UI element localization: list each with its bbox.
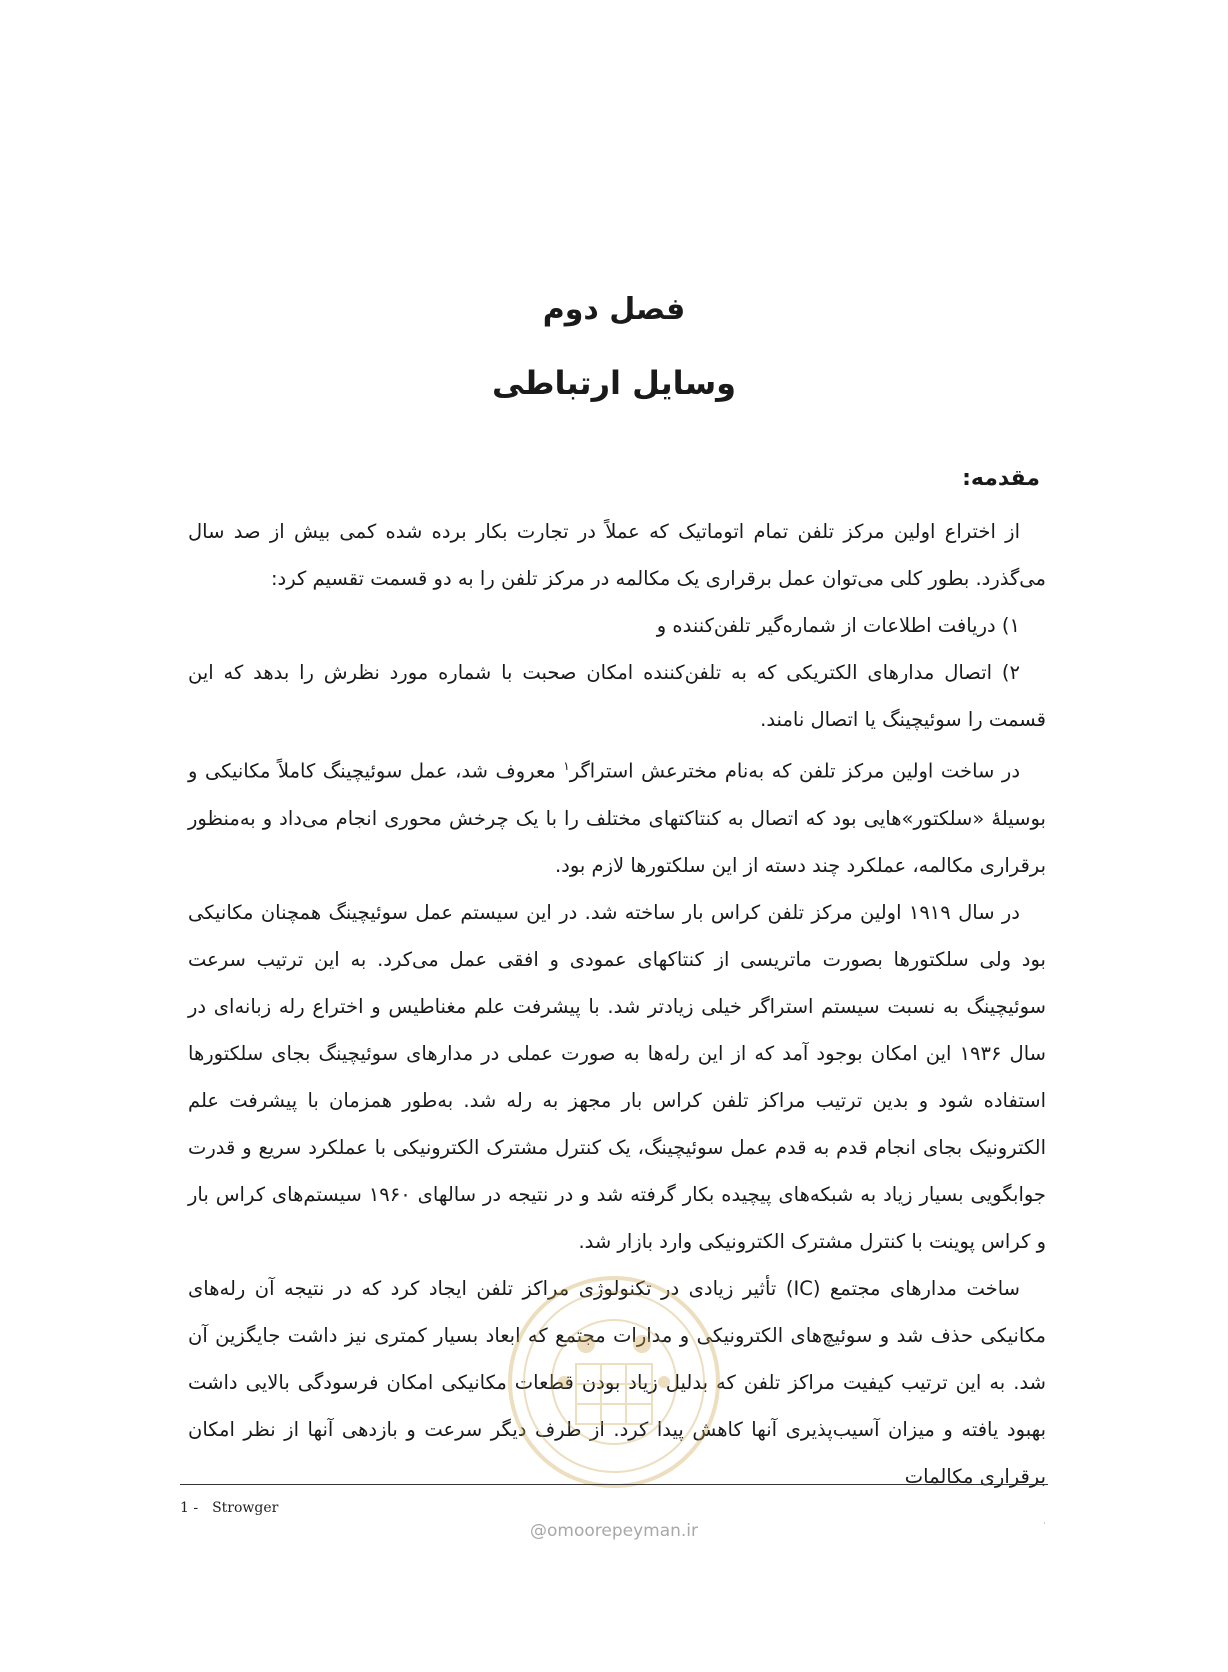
list-item-1: ۱) دریافت اطلاعات از شماره‌گیر تلفن‌کننده و (656, 614, 1020, 637)
footnote-text: Strowger (212, 1500, 279, 1516)
list-item-2: ۲) اتصال مدارهای الکتریکی که به تلفن‌کننده امکان صحبت با شماره مورد نظرش را بدهد که این قسمت را سوئیچینگ یا اتصال نامند. (188, 661, 1046, 731)
footnote-ref: ۱ (563, 759, 570, 773)
body-text (188, 508, 1046, 1500)
paragraph-crossbar: در سال ۱۹۱۹ اولین مرکز تلفن کراس بار ساخته شد. در این سیستم عمل سوئیچینگ همچنان مکانیکی بود ولی سلکتورها بصورت ماتریسی از کنتاکهای عمودی و افقی عمل می‌کرد. به این ترتیب سرعت سوئیچینگ به نسبت سیستم استراگر خیلی زیادتر شد. با پیشرفت علم مغناطیس و اختراع رله زبانه‌ای در سال ۱۹۳۶ این امکان بوجود آمد که از این رله‌ها به صورت عملی در مدارهای سوئیچینگ بجای سلکتورها استفاده شود و بدین ترتیب مراکز تلفن کراس بار مجهز به رله شد. به‌طور همزمان با پیشرفت علم الکترونیک بجای انجام قدم به قدم عمل سوئیچینگ، یک کنترل مشترک الکترونیکی با عملکرد سریع و قدرت جوابگویی بسیار زیاد به شبکه‌های پیچیده بکار گرفته شد و در نتیجه در سالهای ۱۹۶۰ سیستم‌های کراس بار و کراس پوینت با کنترل مشترک الکترونیکی وارد بازار شد. (188, 900, 1047, 1253)
paragraph-ic: ساخت مدارهای مجتمع (IC) تأثیر زیادی در تکنولوژی مراکز تلفن ایجاد کرد که در نتیجه آن رله‌های مکانیکی حذف شد و سوئیچ‌های الکترونیکی و مدارات مجتمع که ابعاد بسیار کمتری نیز داشت جایگزین آن شد. به این ترتیب کیفیت مراکز تلفن که بدلیل زیاد بودن قطعات مکانیکی امکان فرسودگی بالایی داشت بهبود یافته و میزان آسیب‌پذیری آنها کاهش پیدا کرد. از طرف دیگر سرعت و بازدهی آنها از نظر امکان برقراری مکالمات (188, 1276, 1046, 1488)
paragraph-strowger (188, 743, 1046, 889)
paragraph-intro: از اختراع اولین مرکز تلفن تمام اتوماتیک که عملاً در تجارت بکار برده شده کمی بیش از صد سال می‌گذرد. بطور کلی می‌توان عمل برقراری یک مکالمه در مرکز تلفن را به دو قسمت تقسیم کرد: (188, 520, 1046, 590)
paragraph-strowger-b: معروف شد، عمل سوئیچینگ کاملاً مکانیکی و بوسیلهٔ «سلکتور»هایی بود که اتصال به کنتاکتهای مختلف را با یک چرخش محوری انجام می‌داد و به‌منظور برقراری مکالمه، عملکرد چند دسته از این سلکتورها لازم بود. (188, 759, 1046, 877)
footnote-number: 1 - (180, 1500, 199, 1516)
footnote (180, 1500, 278, 1516)
chapter-subtitle: وسایل ارتباطی (491, 364, 737, 402)
scan-mark: ˙ (1042, 1522, 1047, 1533)
footnote-divider (180, 1484, 1048, 1485)
watermark-url: @omoorepeyman.ir (529, 1521, 699, 1541)
chapter-title: فصل دوم (542, 292, 686, 327)
paragraph-strowger-a: در ساخت اولین مرکز تلفن که به‌نام مخترعش استراگر (569, 759, 1021, 783)
section-heading: مقدمه: (962, 466, 1040, 491)
